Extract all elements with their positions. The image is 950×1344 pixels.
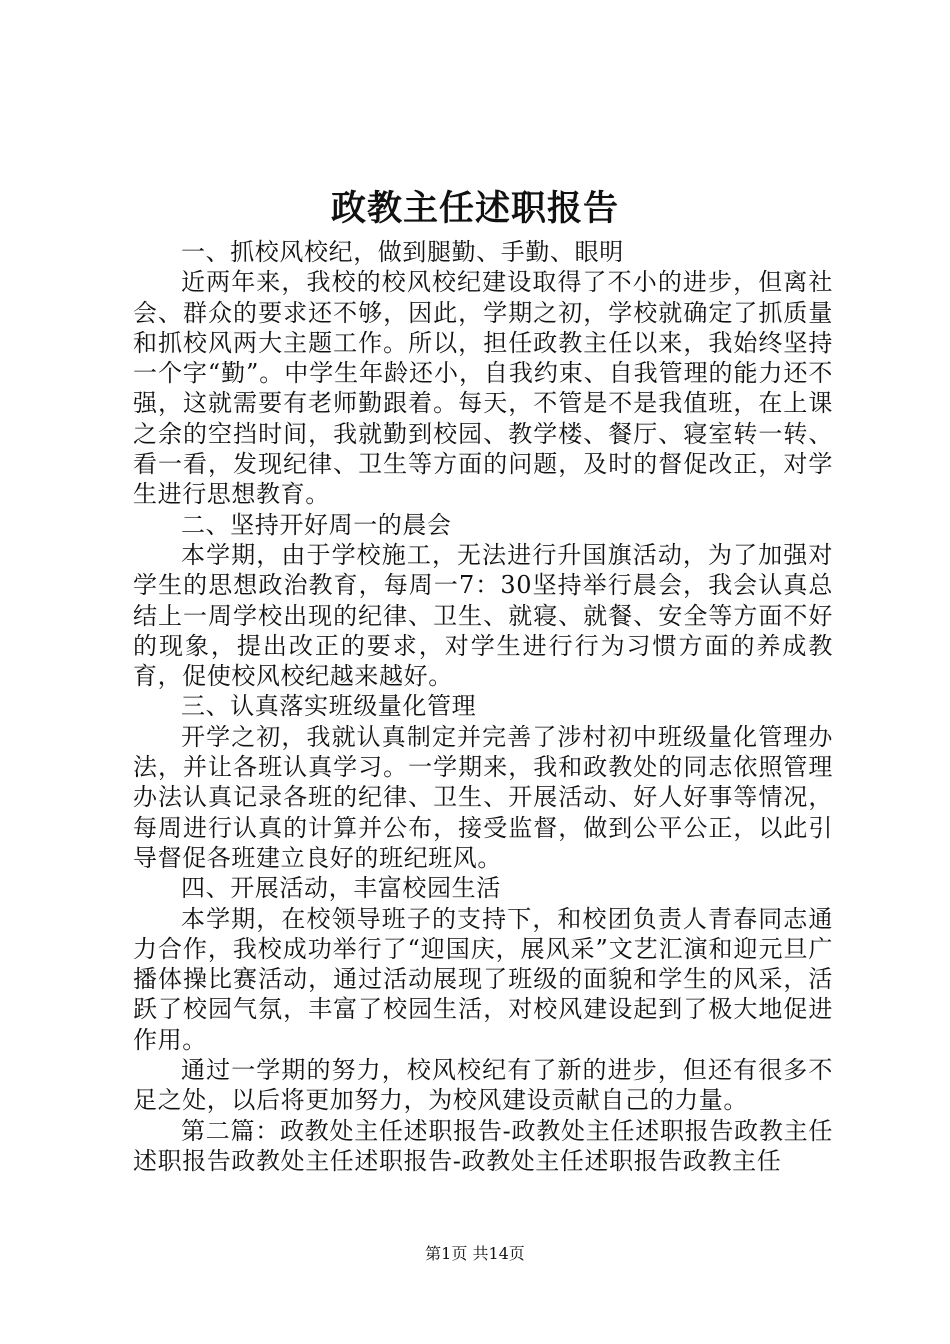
- section-heading-1: 一、抓校风校纪，做到腿勤、手勤、眼明: [181, 238, 624, 266]
- body-paragraph-2: 本学期，由于学校施工，无法进行升国旗活动，为了加强对学生的思想政治教育，每周一7：30坚持举行晨会，我会认真总结上一周学校出现的纪律、卫生、就寝、就餐、安全等方面不好的现象，提出改正的要求，对学生进行行为习惯方面的养成教育，促使校风校纪越来越好。: [133, 540, 833, 691]
- summary-paragraph: 通过一学期的努力，校风校纪有了新的进步，但还有很多不足之处，以后将更加努力，为校风建设贡献自己的力量。: [133, 1056, 833, 1115]
- body-paragraph-3: 开学之初，我就认真制定并完善了涉村初中班级量化管理办法，并让各班认真学习。一学期来，我和政教处的同志依照管理办法认真记录各班的纪律、卫生、开展活动、好人好事等情况，每周进行认真的计算并公布，接受监督，做到公平公正，以此引导督促各班建立良好的班纪班风。: [133, 722, 833, 872]
- document-title: 政教主任述职报告: [330, 188, 619, 229]
- section-heading-2: 二、坚持开好周一的晨会: [181, 510, 452, 539]
- section-heading-4: 四、开展活动，丰富校园生活: [181, 874, 501, 903]
- section-heading-3: 三、认真落实班级量化管理: [181, 692, 477, 721]
- body-paragraph-1: 近两年来，我校的校风校纪建设取得了不小的进步，但离社会、群众的要求还不够，因此，学期之初，学校就确定了抓质量和抓校风两大主题工作。所以，担任政教主任以来，我始终坚持一个字“勤”。中学生年龄还小，自我约束、自我管理的能力还不强，这就需要有老师勤跟着。每天，不管是不是我值班，在上课之余的空挡时间，我就勤到校园、教学楼、餐厅、寝室转一转、看一看，发现纪律、卫生等方面的问题，及时的督促改正，对学生进行思想教育。: [133, 268, 833, 509]
- body-paragraph-4: 本学期，在校领导班子的支持下，和校团负责人青春同志通力合作，我校成功举行了“迎国庆，展风采”文艺汇演和迎元旦广播体操比赛活动，通过活动展现了班级的面貌和学生的风采，活跃了校园气氛，丰富了校园生活，对校风建设起到了极大地促进作用。: [133, 904, 833, 1054]
- page-number-footer: 第1页 共14页: [425, 1244, 525, 1263]
- document-body: [133, 237, 833, 1176]
- second-article-heading: 第二篇：政教处主任述职报告-政教处主任述职报告政教主任述职报告政教处主任述职报告-政教处主任述职报告政教主任: [133, 1116, 833, 1175]
